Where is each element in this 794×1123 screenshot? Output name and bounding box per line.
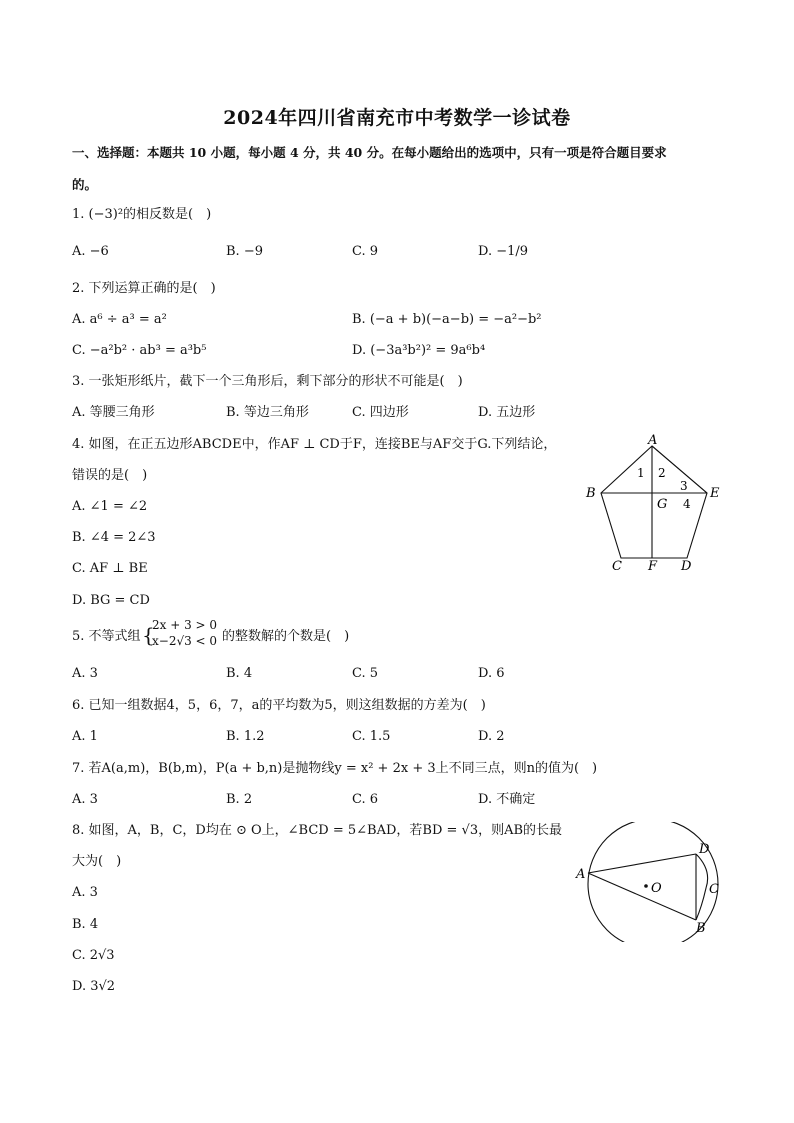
q7-stem: 7. 若A(a,m)，B(b,m)，P(a + b,n)是抛物线y = x² + 2x + 3上不同三点，则n的值为( ) [72,761,598,776]
angle-label-1: 1 [637,466,645,480]
q1-option-c[interactable]: C. 9 [352,244,379,259]
arc-dcb [696,854,708,920]
q8-stem-line1: 8. 如图，A，B，C，D均在 ⊙ O上，∠BCD = 5∠BAD，若BD = √3，则AB的长最 [72,823,563,838]
q5-option-b[interactable]: B. 4 [226,666,253,681]
section-heading-line1: 一、选择题：本题共 10 小题，每小题 4 分，共 40 分。在每小题给出的选项中，只有一项是符合题目要求 [72,145,667,160]
q8-option-a[interactable]: A. 3 [72,885,98,900]
q2-option-b[interactable]: B. (−a + b)(−a−b) = −a²−b² [352,312,542,327]
q7-option-d[interactable]: D. 不确定 [478,792,536,807]
q4-stem-line2: 错误的是( ) [72,468,148,483]
q3-option-a[interactable]: A. 等腰三角形 [72,405,155,420]
label-d: D [699,842,710,857]
q2-option-a[interactable]: A. a⁶ ÷ a³ = a² [72,312,167,327]
label-b: B [696,921,706,936]
q4-option-b[interactable]: B. ∠4 = 2∠3 [72,530,156,545]
q1-stem: 1. (−3)²的相反数是( ) [72,207,212,222]
q4-option-c[interactable]: C. AF ⊥ BE [72,561,148,576]
q2-option-c[interactable]: C. −a²b² · ab³ = a³b⁵ [72,343,207,358]
label-a: A [576,867,586,882]
q6-stem: 6. 已知一组数据4，5，6，7，a的平均数为5，则这组数据的方差为( ) [72,698,486,713]
angle-label-4: 4 [683,497,691,511]
section-heading-line2: 的。 [72,177,98,192]
label-b: B [586,486,596,501]
q1-option-d[interactable]: D. −1/9 [478,244,529,259]
q3-stem: 3. 一张矩形纸片，截下一个三角形后，剩下部分的形状不可能是( ) [72,374,463,389]
q5-option-d[interactable]: D. 6 [478,666,505,681]
q1-option-a[interactable]: A. −6 [72,244,109,259]
q3-option-c[interactable]: C. 四边形 [352,405,409,420]
q3-option-d[interactable]: D. 五边形 [478,405,536,420]
q7-option-b[interactable]: B. 2 [226,792,253,807]
q6-option-d[interactable]: D. 2 [478,729,505,744]
label-o: O [651,881,662,896]
q2-option-d[interactable]: D. (−3a³b²)² = 9a⁶b⁴ [352,343,486,358]
q6-option-a[interactable]: A. 1 [72,729,98,744]
label-g: G [657,497,668,512]
q5-option-c[interactable]: C. 5 [352,666,379,681]
q8-option-b[interactable]: B. 4 [72,917,99,932]
q1-option-b[interactable]: B. −9 [226,244,263,259]
center-dot [644,884,648,888]
q6-option-c[interactable]: C. 1.5 [352,729,391,744]
angle-label-2: 2 [658,466,666,480]
q5-system-line1: 2x + 3 > 0 [152,618,218,632]
q8-stem-line2: 大为( ) [72,854,122,869]
q5-stem-suffix: 的整数解的个数是( ) [222,629,350,644]
label-a: A [648,433,658,448]
circle-figure [570,822,730,942]
angle-label-3: 3 [680,479,688,493]
q5-system-line2: x−2√3 < 0 [152,634,218,648]
label-c: C [709,882,719,897]
exam-title: 2024年四川省南充市中考数学一诊试卷 [223,107,571,129]
segment-ab [588,873,696,920]
pentagon-figure [580,432,730,574]
q4-option-a[interactable]: A. ∠1 = ∠2 [72,499,148,514]
label-e: E [710,486,720,501]
label-d: D [681,559,692,574]
q7-option-c[interactable]: C. 6 [352,792,379,807]
q5-brace: { [142,623,155,647]
label-f: F [648,559,658,574]
segment-ad [588,854,696,873]
label-c: C [612,559,622,574]
q8-option-c[interactable]: C. 2√3 [72,948,115,963]
q3-option-b[interactable]: B. 等边三角形 [226,405,309,420]
q4-stem-line1: 4. 如图，在正五边形ABCDE中，作AF ⊥ CD于F，连接BE与AF交于G.下列结论， [72,437,557,452]
q5-stem-prefix: 5. 不等式组 [72,629,141,644]
q5-option-a[interactable]: A. 3 [72,666,98,681]
q2-stem: 2. 下列运算正确的是( ) [72,281,216,296]
q7-option-a[interactable]: A. 3 [72,792,98,807]
q8-option-d[interactable]: D. 3√2 [72,979,116,994]
pentagon-outline [601,446,707,558]
q6-option-b[interactable]: B. 1.2 [226,729,265,744]
q4-option-d[interactable]: D. BG = CD [72,593,150,608]
